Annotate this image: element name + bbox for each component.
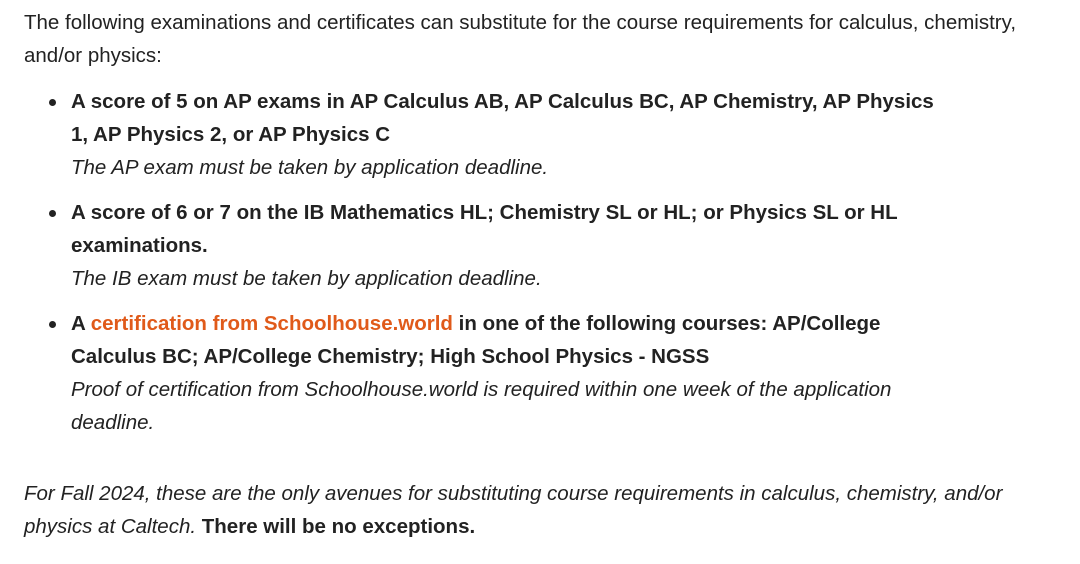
- list-item-ib: [71, 196, 941, 295]
- item-title-prefix: A: [71, 312, 91, 335]
- item-title: A score of 6 or 7 on the IB Mathematics HL; Chemistry SL or HL; or Physics SL or HL examinations.: [71, 201, 898, 257]
- closing-bold-text: There will be no exceptions.: [201, 515, 476, 538]
- intro-paragraph: The following examinations and certificates can substitute for the course requirements for calculus, chemistry, and/or physics:: [24, 11, 1017, 67]
- bullet-icon: [49, 321, 56, 328]
- substitution-list: [71, 85, 941, 451]
- list-item-schoolhouse: [71, 307, 941, 439]
- closing-paragraph: [24, 477, 1024, 543]
- item-note: The AP exam must be taken by application deadline.: [71, 156, 549, 179]
- closing-italic-text: For Fall 2024, these are the only avenues for substituting course requirements in calculus, chemistry, and/or physics at Caltech.: [24, 482, 1003, 538]
- schoolhouse-certification-link[interactable]: certification from Schoolhouse.world: [90, 312, 453, 335]
- item-note: Proof of certification from Schoolhouse.world is required within one week of the application deadline.: [71, 378, 892, 434]
- item-title: A score of 5 on AP exams in AP Calculus AB, AP Calculus BC, AP Chemistry, AP Physics 1, AP Physics 2, or AP Physics C: [71, 90, 934, 146]
- item-note: The IB exam must be taken by application deadline.: [71, 267, 542, 290]
- item-title-suffix: in one of the following courses: AP/College Calculus BC; AP/College Chemistry; High School Physics - NGSS: [71, 312, 881, 368]
- bullet-icon: [49, 99, 56, 106]
- list-item-ap: [71, 85, 941, 184]
- bullet-icon: [49, 210, 56, 217]
